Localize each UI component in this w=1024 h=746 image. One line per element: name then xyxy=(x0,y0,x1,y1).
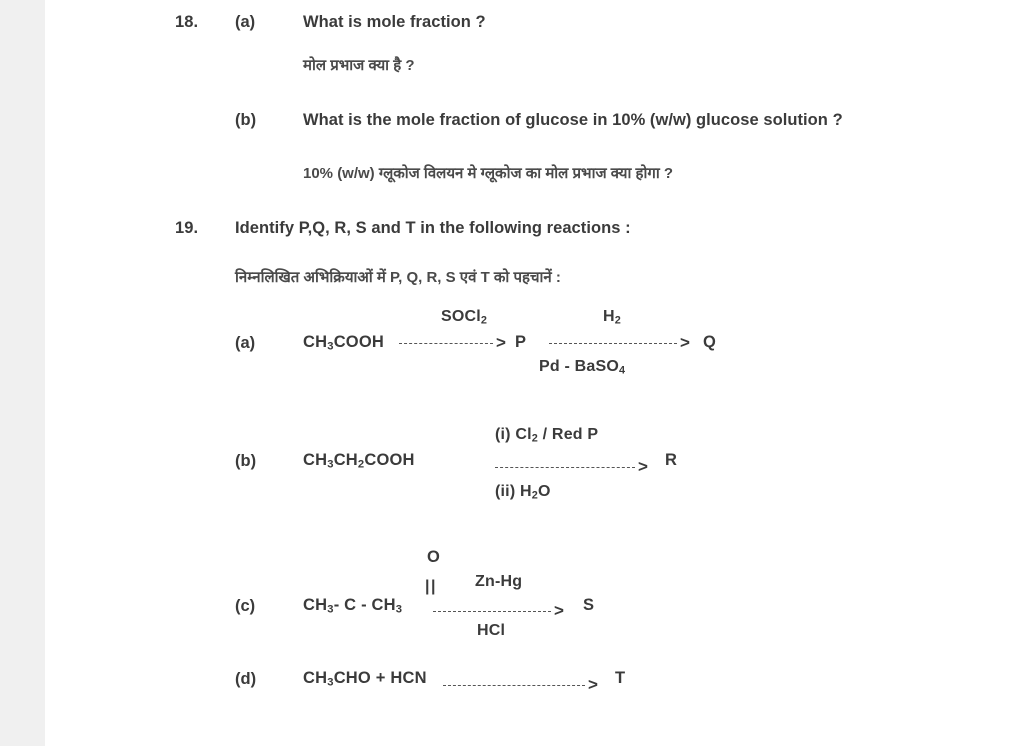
reaction-c-reagent-below: HCl xyxy=(477,622,506,639)
reaction-a-label: (a) xyxy=(235,334,256,352)
reaction-a-step2-reagent-top-seg1: H xyxy=(603,308,615,325)
reaction-b-product: R xyxy=(665,451,677,469)
reaction-d-reactant-sub1: 3 xyxy=(327,676,334,689)
reaction-a-reactant-seg1: CH xyxy=(303,333,328,351)
reaction-b-reagent-step-i-seg1: (i) Cl xyxy=(495,426,532,443)
reaction-a-arrow-2-head: > xyxy=(680,332,690,352)
reaction-a-step1-reagent-sub: 2 xyxy=(480,314,488,327)
reaction-c-arrow-head: > xyxy=(554,600,564,620)
reaction-b-reagent-step-i xyxy=(495,427,598,444)
reaction-c-skeleton xyxy=(303,597,402,616)
reaction-a-arrow-2-line xyxy=(549,343,677,344)
question-18-part-b-hindi: 10% (w/w) ग्लूकोज विलयन मे ग्लूकोज का मोल प्रभाज क्या होगा ? xyxy=(303,165,674,182)
reaction-d-reactant xyxy=(303,670,427,689)
reaction-a-arrow-1-head: > xyxy=(496,332,506,352)
reaction-d-label: (d) xyxy=(235,670,257,688)
document-page xyxy=(45,0,1024,746)
reaction-a-product: Q xyxy=(703,333,716,351)
reaction-a-reactant-sub1: 3 xyxy=(327,340,334,353)
reaction-c-skeleton-seg2: - C - CH xyxy=(333,596,396,614)
reaction-c-skeleton-sub2: 3 xyxy=(395,603,403,616)
question-19-english: Identify P,Q, R, S and T in the following reactions : xyxy=(235,219,631,237)
reaction-b-reactant xyxy=(303,452,415,471)
reaction-b-reagent-step-ii-seg1: (ii) H xyxy=(495,483,532,500)
reaction-b-reactant-seg1: CH xyxy=(303,451,328,469)
question-18-part-b-label: (b) xyxy=(235,111,257,129)
question-18-part-b-english: What is the mole fraction of glucose in 10% (w/w) glucose solution ? xyxy=(303,111,843,129)
reaction-b-arrow xyxy=(495,456,653,476)
reaction-a-step1-reagent-seg1: SOCl xyxy=(441,308,481,325)
question-number-18: 18. xyxy=(175,13,199,31)
reaction-c-arrow xyxy=(433,600,569,620)
reaction-d-reactant-seg1: CH xyxy=(303,669,328,687)
reaction-c-reagent-above: Zn-Hg xyxy=(475,573,523,590)
question-number-19: 19. xyxy=(175,219,199,237)
reaction-c-double-bond: || xyxy=(425,578,437,595)
page-content xyxy=(45,0,1024,746)
reaction-a-step1-reagent xyxy=(441,309,487,326)
reaction-c-label: (c) xyxy=(235,597,256,615)
reaction-b-reagent-step-i-seg2: / Red P xyxy=(538,426,599,443)
question-18-part-a-label: (a) xyxy=(235,13,256,31)
reaction-a-step2-reagent-bottom-sub: 4 xyxy=(619,364,626,377)
reaction-b-reactant-sub1: 3 xyxy=(327,458,334,471)
reaction-b-label: (b) xyxy=(235,452,257,470)
reaction-c-carbonyl-oxygen: O xyxy=(427,548,440,566)
reaction-a-intermediate: P xyxy=(515,333,527,351)
reaction-d-product: T xyxy=(615,669,626,687)
reaction-a-arrow-1 xyxy=(399,332,511,352)
reaction-b-reactant-seg3: COOH xyxy=(364,451,415,469)
reaction-b-arrow-head: > xyxy=(638,456,648,476)
reaction-d-arrow-line xyxy=(443,685,585,686)
reaction-c-arrow-line xyxy=(433,611,551,612)
question-18-part-a-english: What is mole fraction ? xyxy=(303,13,486,31)
reaction-b-reagent-step-ii-seg2: O xyxy=(538,483,551,500)
reaction-b-reactant-sub2: 2 xyxy=(357,458,365,471)
reaction-a-arrow-1-line xyxy=(399,343,493,344)
reaction-a-step2-reagent-bottom xyxy=(539,359,625,376)
reaction-b-reagent-step-ii-sub: 2 xyxy=(531,489,538,502)
reaction-b-reactant-seg2: CH xyxy=(333,451,358,469)
reaction-c-skeleton-seg1: CH xyxy=(303,596,328,614)
reaction-c-product: S xyxy=(583,596,595,614)
reaction-d-arrow-head: > xyxy=(588,674,598,694)
reaction-d-reactant-seg2: CHO + HCN xyxy=(333,669,427,687)
reaction-b-reagent-step-ii xyxy=(495,484,551,501)
reaction-a-step2-reagent-bottom-seg1: Pd - BaSO xyxy=(539,358,620,375)
reaction-a-reactant-seg2: COOH xyxy=(333,333,384,351)
question-18-part-a-hindi: मोल प्रभाज क्या है ? xyxy=(303,57,415,74)
reaction-a-step2-reagent-top-sub: 2 xyxy=(614,314,622,327)
reaction-a-reactant xyxy=(303,334,384,353)
question-19-hindi: निम्नलिखित अभिक्रियाओं में P, Q, R, S एवं T को पहचानें : xyxy=(235,269,561,286)
reaction-a-step2-reagent-top xyxy=(603,309,621,326)
reaction-b-reagent-step-i-sub: 2 xyxy=(531,432,538,445)
reaction-c-skeleton-sub1: 3 xyxy=(327,603,334,616)
reaction-a-arrow-2 xyxy=(549,332,695,352)
reaction-b-arrow-line xyxy=(495,467,635,468)
reaction-d-arrow xyxy=(443,674,603,694)
